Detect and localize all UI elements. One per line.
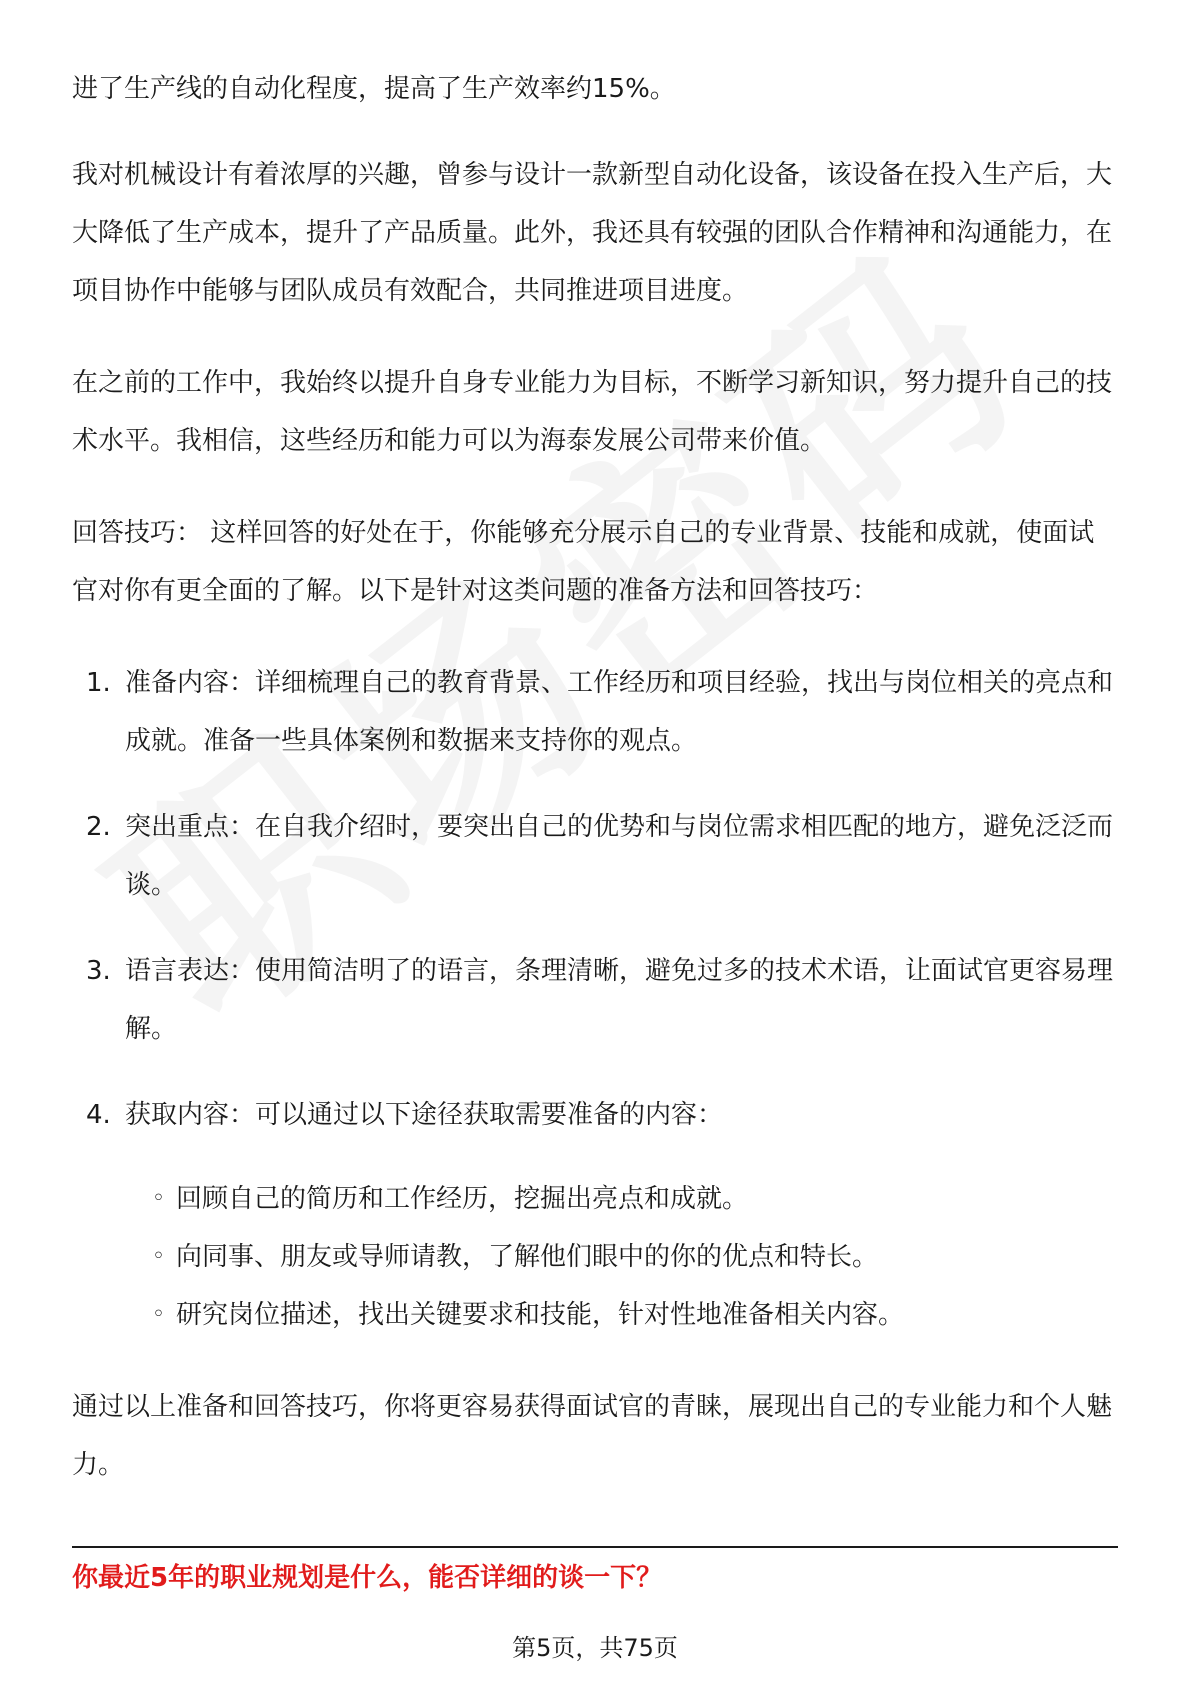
- sub-list-item-text: 研究岗位描述，找出关键要求和技能，针对性地准备相关内容。: [176, 1300, 905, 1330]
- list-item-text: 突出重点：在自我介绍时，要突出自己的优势和与岗位需求相匹配的地方，避免泛泛而谈。: [125, 812, 1114, 900]
- paragraph-tips: 回答技巧： 这样回答的好处在于，你能够充分展示自己的专业背景、技能和成就，使面试官对你有更全面的了解。以下是针对这类问题的准备方法和回答技巧：: [72, 518, 1095, 606]
- list-number: 4.: [86, 1100, 111, 1130]
- bullet-icon: ◦: [152, 1186, 165, 1211]
- bullet-icon: ◦: [152, 1302, 165, 1327]
- list-item: [72, 798, 1117, 914]
- paragraph-2: 我对机械设计有着浓厚的兴趣，曾参与设计一款新型自动化设备，该设备在投入生产后，大大降低了生产成本，提升了产品质量。此外，我还具有较强的团队合作精神和沟通能力，在项目协作中能够与团队成员有效配合，共同推进项目进度。: [72, 160, 1113, 306]
- next-question-heading: 你最近5年的职业规划是什么，能否详细的谈一下？: [72, 1563, 663, 1593]
- list-number: 1.: [86, 668, 111, 698]
- list-number: 2.: [86, 812, 111, 842]
- sub-list: [72, 1170, 1117, 1344]
- bullet-icon: ◦: [152, 1244, 165, 1269]
- paragraph-1: 进了生产线的自动化程度，提高了生产效率约15%。: [72, 74, 676, 104]
- sub-list-item: [72, 1170, 1117, 1228]
- list-item-text: 获取内容：可以通过以下途径获取需要准备的内容：: [125, 1100, 724, 1130]
- list-item-text: 准备内容：详细梳理自己的教育背景、工作经历和项目经验，找出与岗位相关的亮点和成就。准备一些具体案例和数据来支持你的观点。: [125, 668, 1114, 756]
- closing-paragraph: 通过以上准备和回答技巧，你将更容易获得面试官的青睐，展现出自己的专业能力和个人魅力。: [72, 1392, 1113, 1480]
- page-content: [72, 60, 1117, 1528]
- list-item: [72, 1086, 1117, 1144]
- sub-list-item-text: 回顾自己的简历和工作经历，挖掘出亮点和成就。: [176, 1184, 749, 1214]
- sub-list-item: [72, 1228, 1117, 1286]
- paragraph-3: 在之前的工作中，我始终以提升自身专业能力为目标，不断学习新知识，努力提升自己的技术水平。我相信，这些经历和能力可以为海泰发展公司带来价值。: [72, 368, 1113, 456]
- list-item: [72, 654, 1117, 770]
- sub-list-item: [72, 1286, 1117, 1344]
- list-item-text: 语言表达：使用简洁明了的语言，条理清晰，避免过多的技术术语，让面试官更容易理解。: [125, 956, 1114, 1044]
- section-divider: [72, 1546, 1118, 1548]
- list-number: 3.: [86, 956, 111, 986]
- list-item: [72, 942, 1117, 1058]
- page-number: 第5页，共75页: [512, 1634, 678, 1662]
- sub-list-item-text: 向同事、朋友或导师请教，了解他们眼中的你的优点和特长。: [176, 1242, 879, 1272]
- tips-list: [72, 654, 1117, 1144]
